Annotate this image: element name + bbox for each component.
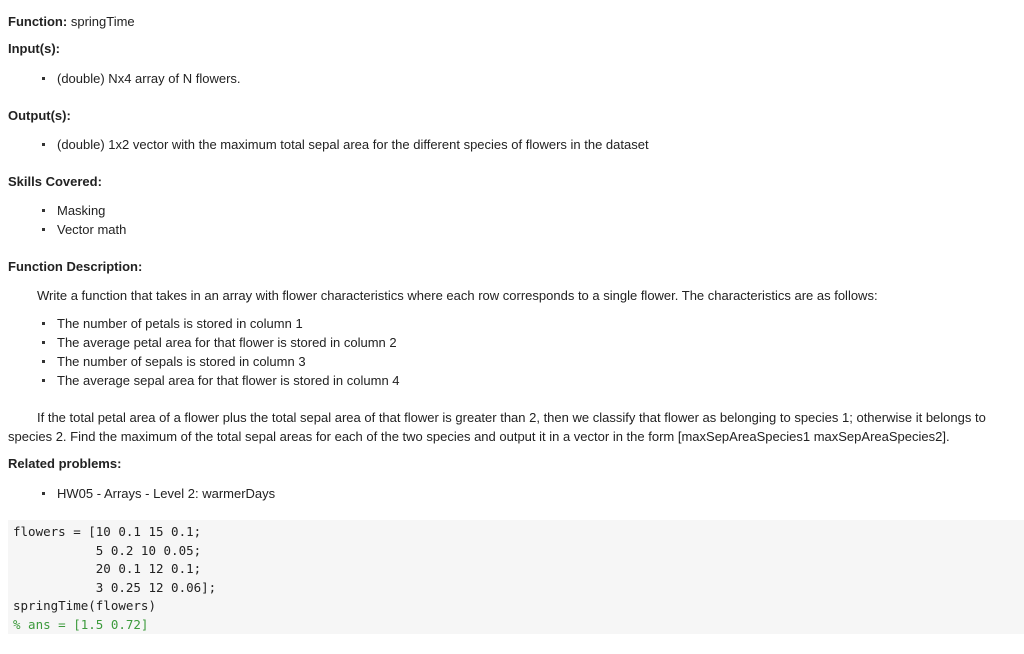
function-name: springTime [70,14,135,29]
characteristics-list [42,314,400,390]
inputs-list [42,69,241,88]
code-comment: % ans = [1.5 0.72] [13,616,149,632]
description-heading: Function Description: [8,259,143,274]
function-line [8,14,135,30]
skills-list [42,201,126,239]
related-problem-link[interactable]: HW05 - Arrays - Level 2: warmerDays [42,484,275,503]
outputs-list [42,135,649,154]
code-line: 3 0.25 12 0.06]; [13,579,217,595]
inputs-heading: Input(s): [8,41,60,56]
code-example [8,520,1024,634]
list-item: (double) Nx4 array of N flowers. [42,69,241,88]
related-heading: Related problems: [8,456,122,471]
code-line: flowers = [10 0.1 15 0.1; [13,524,202,539]
list-item: The average petal area for that flower is stored in column 2 [42,333,400,352]
list-item: (double) 1x2 vector with the maximum total sepal area for the different species of flowers in the dataset [42,135,649,154]
skills-heading: Skills Covered: [8,174,102,189]
description-body-line1: If the total petal area of a flower plus the total sepal area of that flower is greater than 2, then we classify that flower as belonging to species 1; otherwise it belongs to [37,410,986,425]
code-line: 20 0.1 12 0.1; [13,561,202,577]
list-item: The number of petals is stored in column 1 [42,314,400,333]
related-list [42,484,275,503]
code-line: springTime(flowers) [13,598,156,614]
function-label: Function: [8,14,68,29]
list-item: The number of sepals is stored in column 3 [42,352,400,371]
description-body-line2: species 2. Find the maximum of the total sepal areas for each of the two species and output it in a vector in the form [maxSepAreaSpecies1 maxSepAreaSpecies2]. [8,429,950,444]
list-item: Vector math [42,220,126,239]
outputs-heading: Output(s): [8,108,71,123]
list-item: The average sepal area for that flower is stored in column 4 [42,371,400,390]
code-line: 5 0.2 10 0.05; [13,542,202,558]
description-intro: Write a function that takes in an array with flower characteristics where each row corresponds to a single flower. The characteristics are as follows: [37,288,878,303]
list-item: Masking [42,201,126,220]
